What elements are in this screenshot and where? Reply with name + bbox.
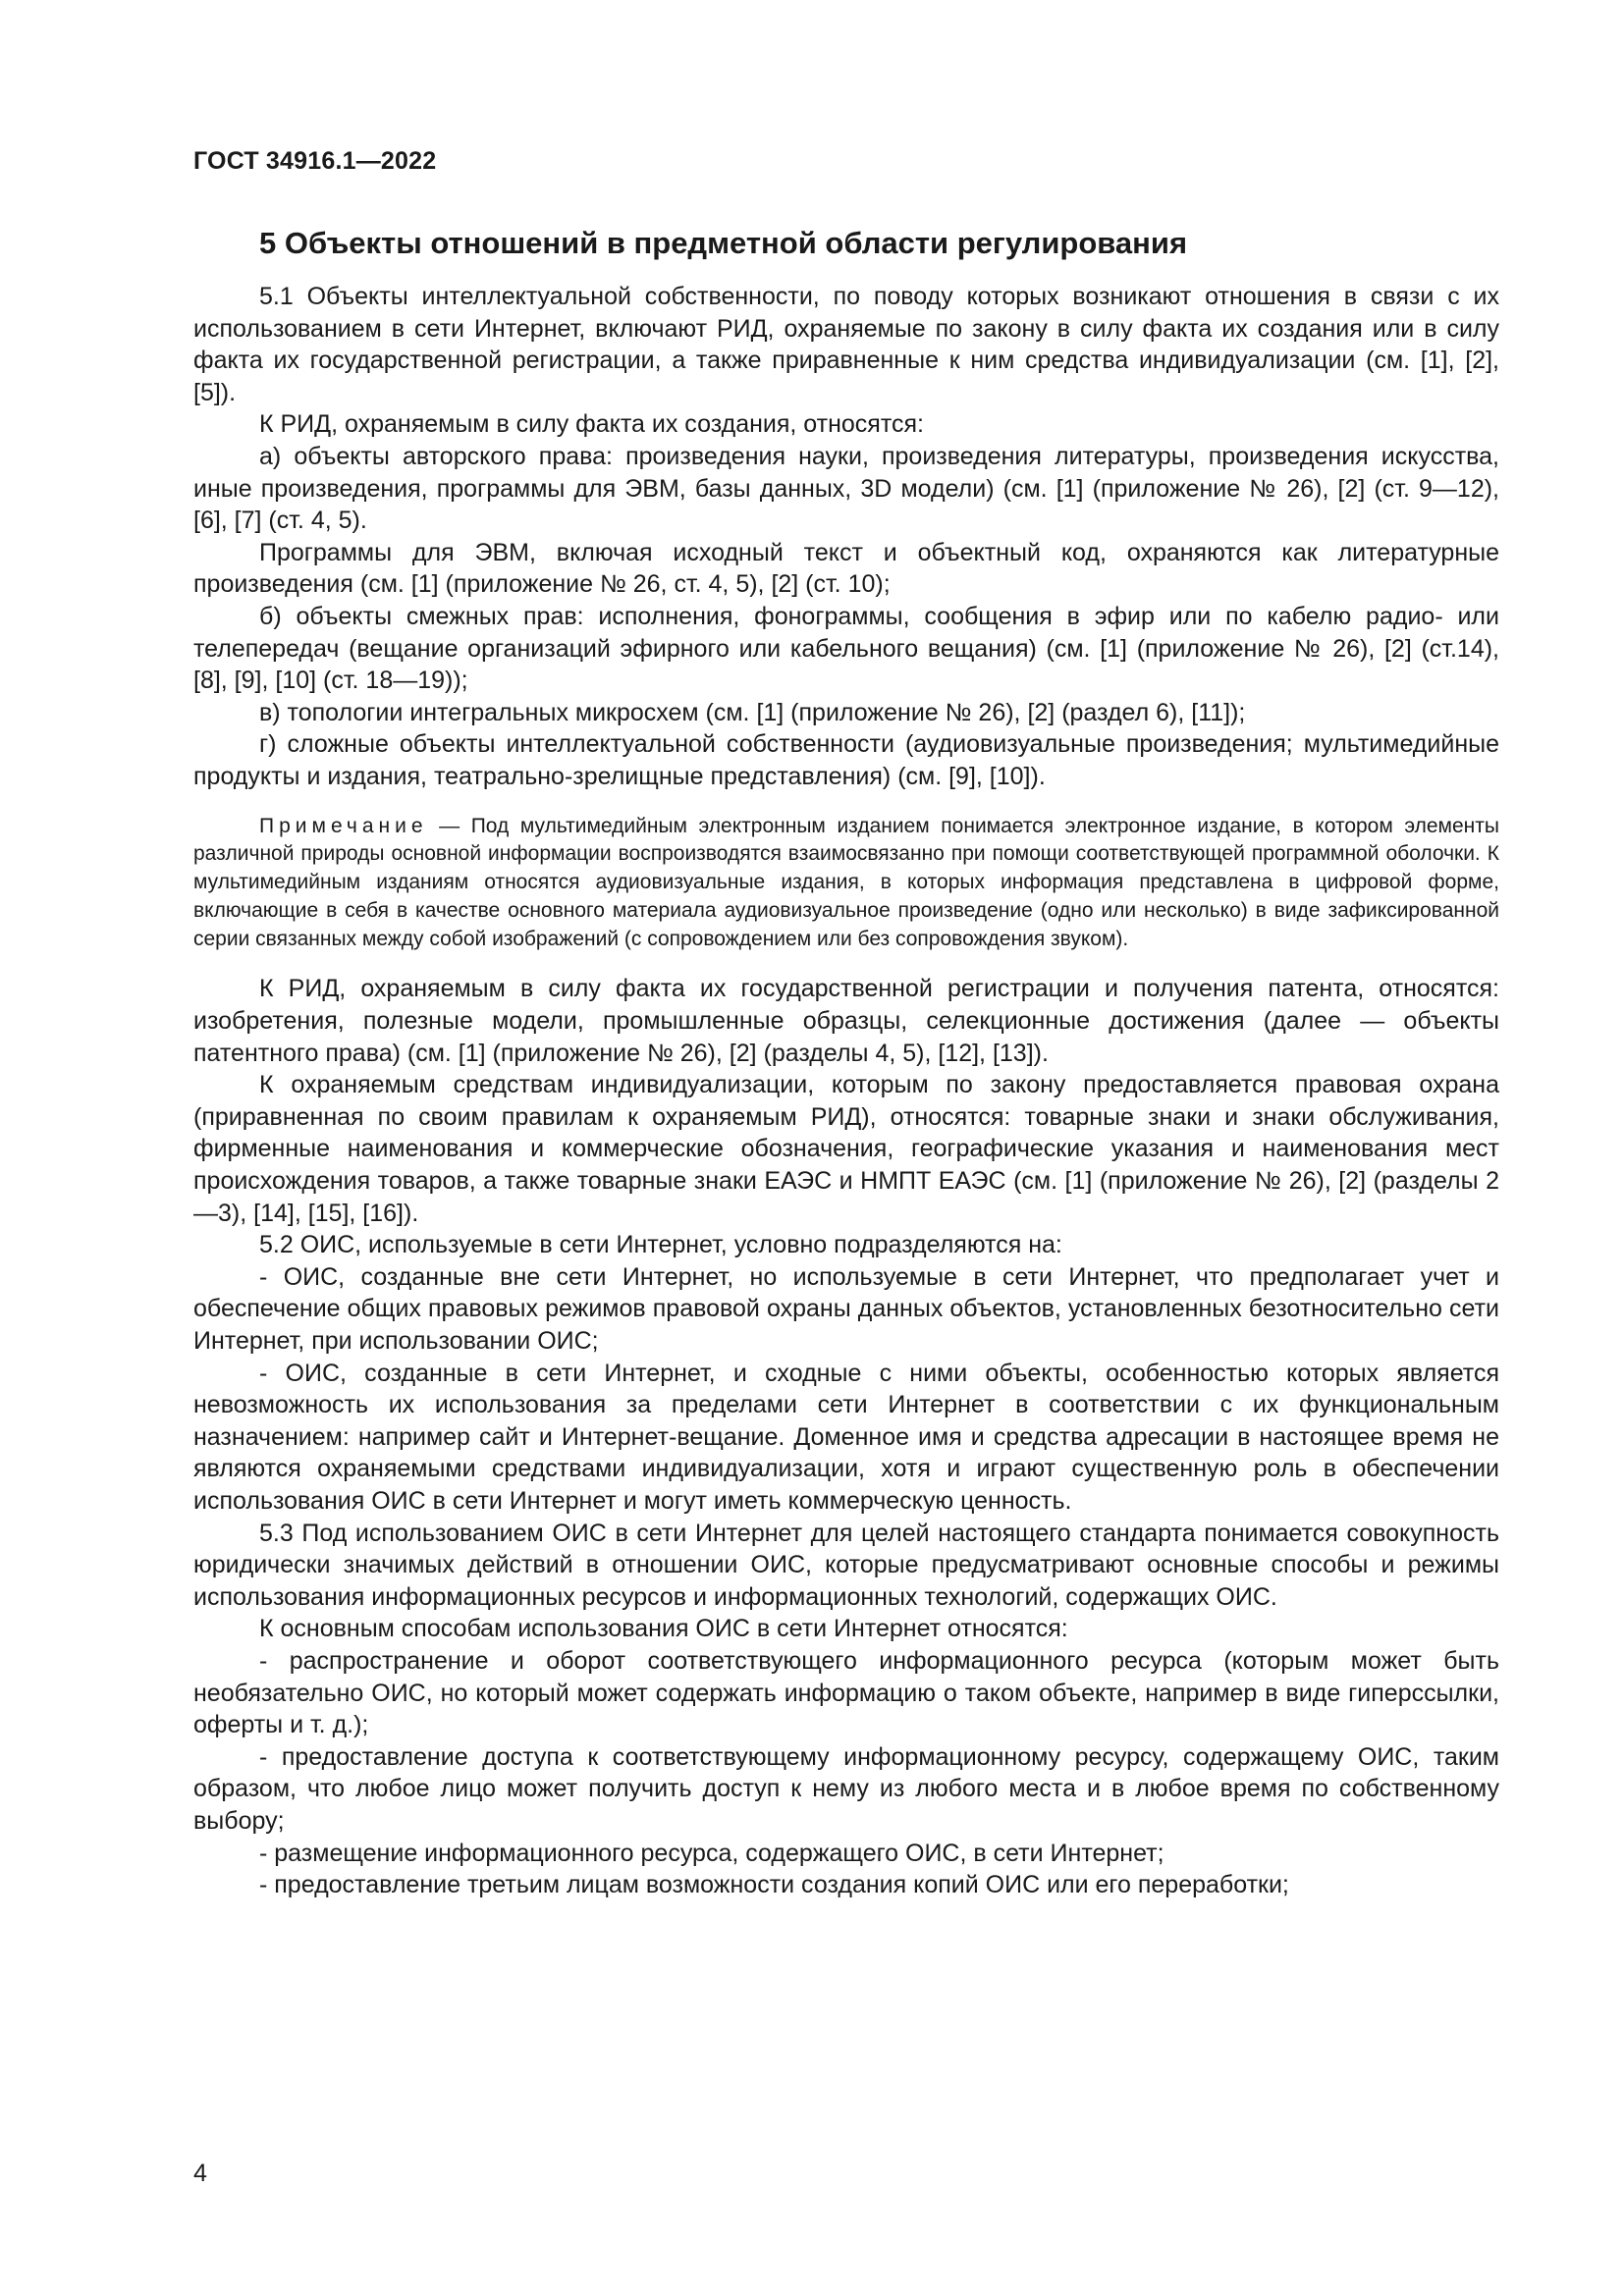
list-item-b: б) объекты смежных прав: исполнения, фонограммы, сообщения в эфир или по кабелю радио- или телепередач (вещание организаций эфирного или кабельного вещания) (см. [1] (приложение № 26), [2] (ст.14), [8], [9], [10] (ст. 18—19));: [193, 602, 1499, 695]
standard-designation: ГОСТ 34916.1—2022: [193, 147, 437, 175]
note-text: — Под мультимедийным электронным изданием понимается электронное издание, в котором элементы различной природы основной информации воспроизводятся взаимосвязанно при помощи соответствующей программной оболочки. К мультимедийным изданиям относятся аудиовизуальные издания, в которых информация представлена в цифровой форме, включающие в себя в качестве основного материала аудиовизуальное произведение (одно или несколько) в виде зафиксированной серии связанных между собой изображений (с сопровождением или без сопровождения звуком).: [193, 814, 1499, 950]
paragraph-5-2: 5.2 ОИС, используемые в сети Интернет, условно подразделяются на:: [259, 1231, 1062, 1259]
list-item-a: а) объекты авторского права: произведения науки, произведения литературы, произведения искусства, иные произведения, программы для ЭВМ, базы данных, 3D модели) (см. [1] (приложение № 26), [2] (ст. 9—12), [6], [7] (ст. 4, 5).: [193, 442, 1499, 535]
section-title: 5 Объекты отношений в предметной области регулирования: [259, 226, 1188, 260]
list-item-access: - предоставление доступа к соответствующему информационному ресурсу, содержащему ОИС, таким образом, что любое лицо может получить доступ к нему из любого места и в любое время по собственному выбору;: [193, 1742, 1499, 1835]
paragraph-5-3: 5.3 Под использованием ОИС в сети Интернет для целей настоящего стандарта понимается совокупность юридически значимых действий в отношении ОИС, которые предусматривают основные способы и режимы использования информационных ресурсов и информационных технологий, содержащих ОИС.: [193, 1519, 1499, 1611]
paragraph-rid-registration: К РИД, охраняемым в силу факта их государственной регистрации и получения патента, относятся: изобретения, полезные модели, промышленные образцы, селекционные достижения (далее — объекты патентного права) (см. [1] (приложение № 26), [2] (разделы 4, 5), [12], [13]).: [193, 975, 1499, 1067]
paragraph-usage-methods: К основным способам использования ОИС в сети Интернет относятся:: [259, 1615, 1068, 1643]
list-item-copies: - предоставление третьим лицам возможности создания копий ОИС или его переработки;: [259, 1871, 1289, 1899]
list-item-distribution: - распространение и оборот соответствующего информационного ресурса (которым может быть необязательно ОИС, но который может содержать информацию о таком объекте, например в виде гиперссылки, оферты и т. д.);: [193, 1646, 1499, 1739]
page-number: 4: [193, 2160, 207, 2187]
list-item-v: в) топологии интегральных микросхем (см. [1] (приложение № 26), [2] (раздел 6), [11]);: [259, 698, 1246, 726]
list-item-g: г) сложные объекты интеллектуальной собственности (аудиовизуальные произведения; мультимедийные продукты и издания, театрально-зрелищные представления) (см. [9], [10]).: [193, 730, 1499, 790]
paragraph-rid-creation: К РИД, охраняемым в силу факта их создания, относятся:: [259, 410, 925, 439]
note-label: Примечание: [259, 814, 428, 837]
page-content: [193, 224, 1499, 1901]
list-item-placement: - размещение информационного ресурса, содержащего ОИС, в сети Интернет;: [259, 1839, 1164, 1867]
paragraph-individualization: К охраняемым средствам индивидуализации, которым по закону предоставляется правовая охрана (приравненная по своим правилам к охраняемым РИД), относятся: товарные знаки и знаки обслуживания, фирменные наименования и коммерческие обозначения, географические указания и наименования мест происхождения товаров, а также товарные знаки ЕАЭС и НМПТ ЕАЭС (см. [1] (приложение № 26), [2] (разделы 2—3), [14], [15], [16]).: [193, 1071, 1499, 1227]
paragraph-5-1: 5.1 Объекты интеллектуальной собственности, по поводу которых возникают отношения в связи с их использованием в сети Интернет, включают РИД, охраняемые по закону в силу факта их создания или в силу факта их государственной регистрации, а также приравненные к ним средства индивидуализации (см. [1], [2], [5]).: [193, 283, 1499, 406]
note: [193, 813, 1499, 954]
paragraph-programs: Программы для ЭВМ, включая исходный текст и объектный код, охраняются как литературные произведения (см. [1] (приложение № 26, ст. 4, 5), [2] (ст. 10);: [193, 538, 1499, 599]
list-item-inside-internet: - ОИС, созданные в сети Интернет, и сходные с ними объекты, особенностью которых является невозможность их использования за пределами сети Интернет в соответствии с их функциональным назначением: например сайт и Интернет-вещание. Доменное имя и средства адресации в настоящее время не являются охраняемыми средствами индивидуализации, хотя и играют существенную роль в обеспечении использования ОИС в сети Интернет и могут иметь коммерческую ценность.: [193, 1359, 1499, 1515]
list-item-outside-internet: - ОИС, созданные вне сети Интернет, но используемые в сети Интернет, что предполагает учет и обеспечение общих правовых режимов правовой охраны данных объектов, установленных безотносительно сети Интернет, при использовании ОИС;: [193, 1262, 1499, 1356]
